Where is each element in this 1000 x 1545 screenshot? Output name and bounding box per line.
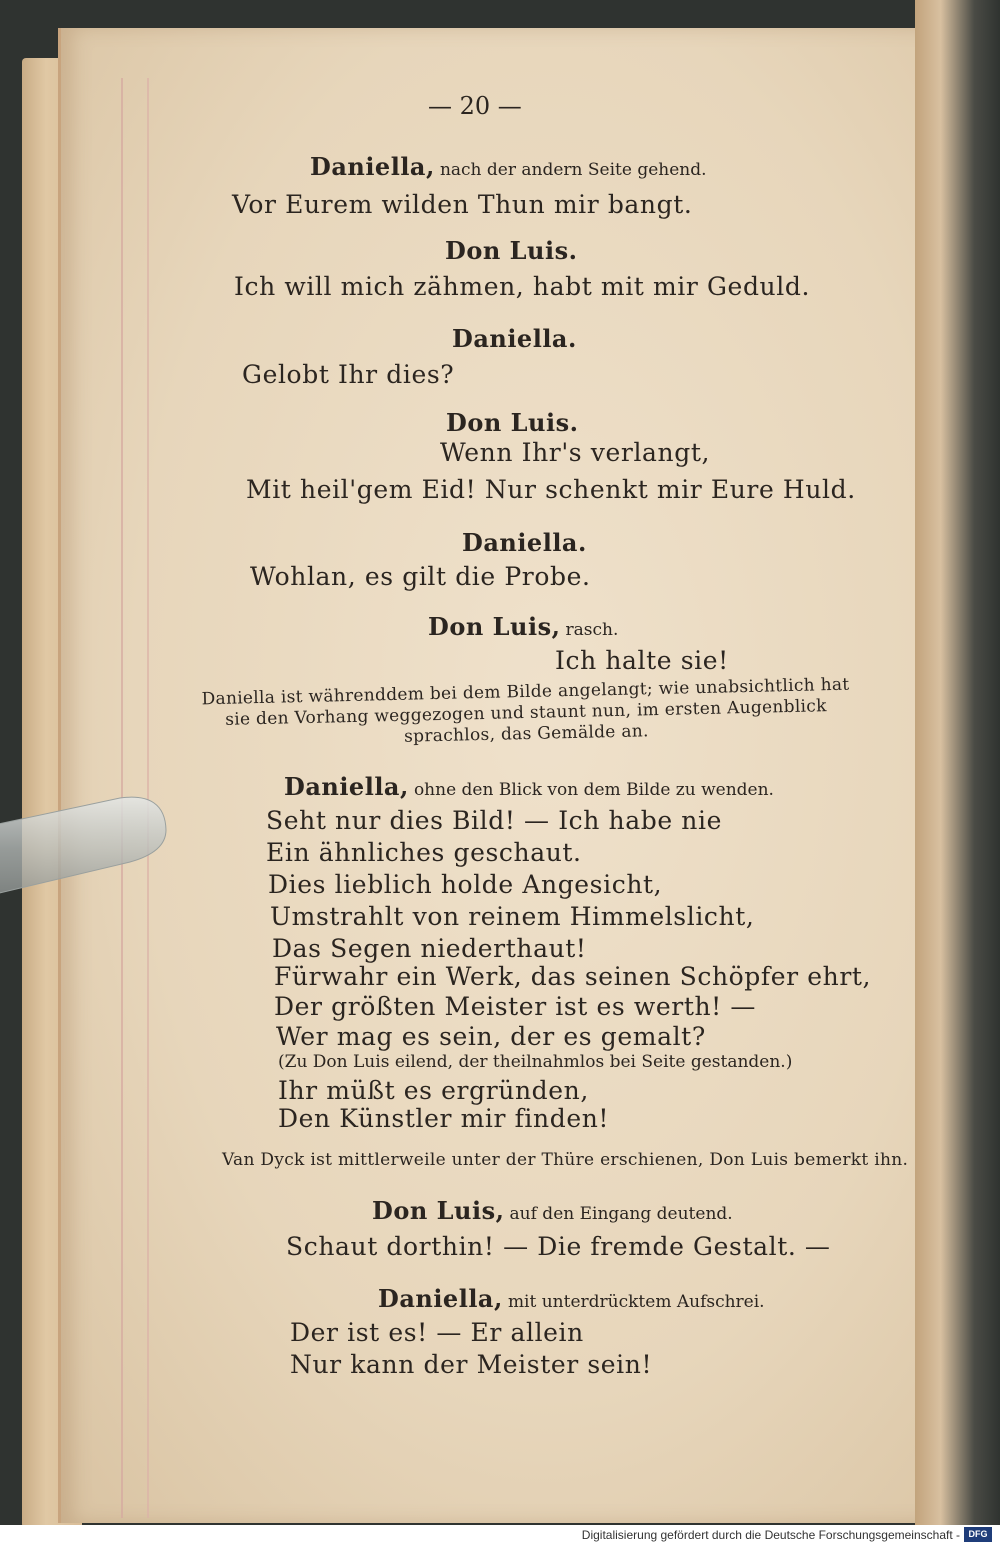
speaker-name: Daniella. bbox=[462, 528, 587, 557]
speaker-heading bbox=[284, 772, 774, 801]
speaker-heading bbox=[428, 612, 618, 641]
verse-line: Umstrahlt von reinem Himmelslicht, bbox=[270, 902, 755, 931]
footer-credit: Digitalisierung gefördert durch die Deutsche Forschungsgemeinschaft - bbox=[581, 1528, 960, 1542]
speaker-heading bbox=[310, 152, 707, 181]
speaker-name: Don Luis, bbox=[428, 612, 561, 641]
page-holder-clip bbox=[0, 790, 170, 900]
speaker-heading bbox=[372, 1196, 733, 1225]
speaker-name: Daniella, bbox=[378, 1284, 503, 1313]
verse-line: Ich halte sie! bbox=[555, 646, 729, 675]
speaker-name: Don Luis. bbox=[446, 408, 579, 437]
stage-direction-inline: rasch. bbox=[565, 620, 619, 640]
stage-direction: Van Dyck ist mittlerweile unter der Thüre erschienen, Don Luis bemerkt ihn. bbox=[222, 1150, 909, 1170]
stage-direction-parenthetical: (Zu Don Luis eilend, der theilnahmlos bei Seite gestanden.) bbox=[278, 1052, 793, 1072]
verse-line: Der größten Meister ist es werth! — bbox=[274, 992, 756, 1021]
verse-line: Seht nur dies Bild! — Ich habe nie bbox=[266, 806, 722, 835]
dfg-logo: DFG bbox=[964, 1527, 992, 1542]
verse-line: Der ist es! — Er allein bbox=[290, 1318, 584, 1347]
stage-direction-inline: auf den Eingang deutend. bbox=[509, 1204, 733, 1224]
verse-line: Vor Eurem wilden Thun mir bangt. bbox=[232, 190, 693, 219]
speaker-name: Daniella, bbox=[284, 772, 409, 801]
verse-line: Wer mag es sein, der es gemalt? bbox=[276, 1022, 706, 1051]
speaker-heading bbox=[378, 1284, 765, 1313]
verse-line: Schaut dorthin! — Die fremde Gestalt. — bbox=[286, 1232, 831, 1261]
verse-line: Ihr müßt es ergründen, bbox=[278, 1076, 589, 1105]
verse-line: Fürwahr ein Werk, das seinen Schöpfer ehrt, bbox=[274, 962, 872, 991]
speaker-name: Daniella, bbox=[310, 152, 435, 181]
verse-line: Ein ähnliches geschaut. bbox=[266, 838, 582, 867]
page-number: — 20 — bbox=[428, 92, 522, 120]
verse-line: Mit heil'gem Eid! Nur schenkt mir Eure Huld. bbox=[246, 475, 856, 504]
verse-line: Gelobt Ihr dies? bbox=[242, 360, 455, 389]
verse-line: Das Segen niederthaut! bbox=[272, 934, 587, 963]
stage-direction: Daniella ist währenddem bei dem Bilde angelangt; wie unabsichtlich hat sie den Vorhang weggezogen und staunt nun, im ersten Augenblick sprachlos, das Gemälde an. bbox=[201, 674, 850, 747]
stage-direction-inline: ohne den Blick von dem Bilde zu wenden. bbox=[413, 780, 774, 800]
stage-direction-inline: nach der andern Seite gehend. bbox=[439, 160, 707, 180]
verse-line: Nur kann der Meister sein! bbox=[290, 1350, 653, 1379]
verse-line: Dies lieblich holde Angesicht, bbox=[268, 870, 663, 899]
stage-direction-inline: mit unterdrücktem Aufschrei. bbox=[507, 1292, 765, 1312]
verse-line: Wohlan, es gilt die Probe. bbox=[250, 562, 591, 591]
verse-line: Den Künstler mir finden! bbox=[278, 1104, 610, 1133]
speaker-name: Daniella. bbox=[452, 324, 577, 353]
verse-line: Ich will mich zähmen, habt mit mir Geduld. bbox=[234, 272, 810, 301]
speaker-name: Don Luis. bbox=[445, 236, 578, 265]
speaker-name: Don Luis, bbox=[372, 1196, 505, 1225]
verse-line: Wenn Ihr's verlangt, bbox=[440, 438, 711, 467]
book-gutter bbox=[915, 0, 1000, 1530]
